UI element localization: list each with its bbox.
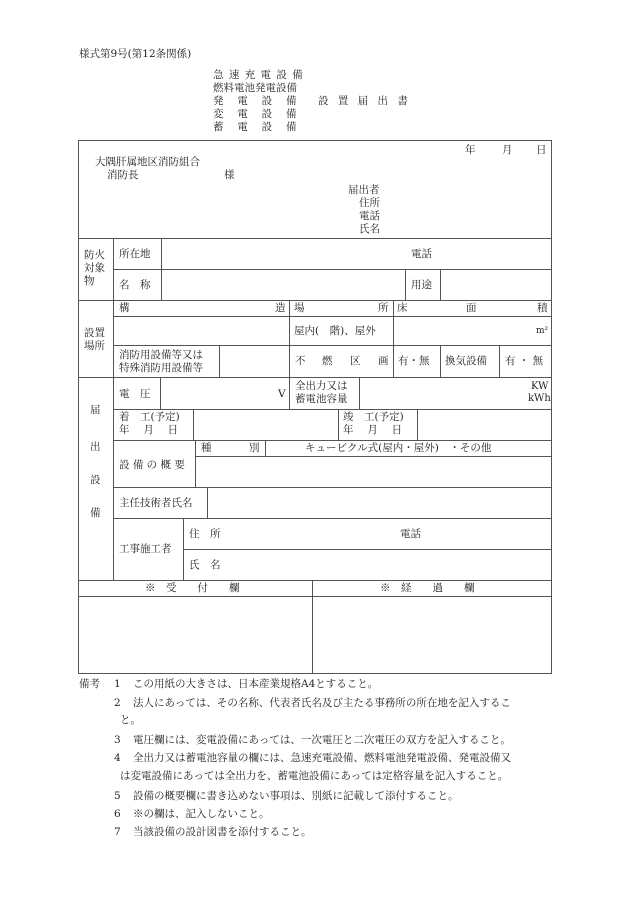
divider bbox=[160, 377, 161, 409]
divider bbox=[207, 487, 208, 518]
note-4-num: 4 bbox=[114, 752, 121, 764]
structure-field[interactable] bbox=[115, 318, 287, 343]
site-label-1: 設置 bbox=[84, 327, 105, 339]
start-date-label-2: 年 月 日 bbox=[119, 424, 179, 436]
recipient-honorific: 様 bbox=[224, 169, 235, 181]
overview-field[interactable] bbox=[197, 458, 550, 485]
place-label-b: 所 bbox=[378, 302, 389, 314]
title-equipment-5: 蓄 電 設 備 bbox=[213, 121, 297, 133]
completion-date-label-1: 竣 工(予定) bbox=[343, 411, 404, 423]
note-5-num: 5 bbox=[114, 790, 121, 802]
note-4-cont: は変電設備にあっては全出力を、蓄電池設備にあっては定格容量を記入すること。 bbox=[120, 770, 509, 782]
contractor-address-field[interactable] bbox=[230, 520, 390, 547]
note-1-text: この用紙の大きさは、日本産業規格A4とすること。 bbox=[133, 678, 379, 690]
contractor-name-label: 氏 名 bbox=[189, 559, 221, 571]
location-field[interactable] bbox=[163, 240, 383, 267]
fire-target-label-1: 防火 bbox=[84, 249, 105, 261]
start-date-field[interactable] bbox=[195, 411, 336, 438]
recipient-org: 大隅肝属地区消防組合 bbox=[95, 156, 200, 168]
floor-area-label-3: 積 bbox=[537, 302, 548, 314]
site-label-2: 場所 bbox=[84, 340, 105, 352]
location-label: 所在地 bbox=[119, 248, 151, 260]
note-6-num: 6 bbox=[114, 808, 121, 820]
divider bbox=[393, 300, 394, 377]
applicant-address-label: 住所 bbox=[359, 197, 380, 209]
divider bbox=[219, 345, 220, 377]
voltage-unit: V bbox=[278, 388, 286, 400]
indoor-outdoor-text: 屋内( 階)、屋外 bbox=[294, 325, 376, 337]
progress-area bbox=[314, 598, 550, 672]
name-field[interactable] bbox=[163, 271, 403, 298]
equipment-label-2: 出 bbox=[90, 441, 101, 453]
reception-label: ※ 受 付 欄 bbox=[145, 582, 240, 594]
divider bbox=[113, 487, 552, 488]
divider bbox=[78, 580, 552, 581]
divider bbox=[359, 377, 360, 409]
divider bbox=[338, 409, 339, 440]
divider bbox=[183, 549, 552, 550]
place-label-a: 場 bbox=[294, 302, 305, 314]
divider bbox=[440, 269, 441, 300]
divider bbox=[312, 580, 313, 674]
note-1-num: 1 bbox=[114, 678, 121, 690]
structure-label-b: 造 bbox=[275, 302, 286, 314]
equipment-label-4: 備 bbox=[90, 507, 101, 519]
note-4-text: 全出力又は蓄電池容量の欄には、急速充電設備、燃料電池発電設備、発電設備又 bbox=[133, 752, 511, 764]
start-date-label-1: 着 工(予定) bbox=[119, 411, 180, 423]
applicant-phone-label: 電話 bbox=[359, 210, 380, 222]
name-label: 名 称 bbox=[119, 279, 151, 291]
title-equipment-3: 発 電 設 備 bbox=[213, 95, 297, 107]
reception-area bbox=[80, 598, 310, 672]
nonflammable-label-3: 区 bbox=[350, 355, 361, 367]
form-number: 様式第9号(第12条関係) bbox=[79, 48, 192, 60]
output-label-1: 全出力又は bbox=[295, 380, 348, 392]
date-year: 年 bbox=[465, 144, 476, 156]
note-2-num: 2 bbox=[114, 697, 121, 709]
divider bbox=[113, 269, 552, 270]
title-equipment-2: 燃料電池発電設備 bbox=[213, 82, 297, 94]
applicant-label: 届出者 bbox=[348, 184, 380, 196]
applicant-name-label: 氏名 bbox=[359, 223, 380, 235]
divider bbox=[78, 238, 552, 239]
contractor-label: 工事施工者 bbox=[119, 543, 172, 555]
divider bbox=[113, 518, 552, 519]
note-7-text: 当該設備の設計図書を添付すること。 bbox=[133, 826, 312, 838]
output-label-2: 蓄電池容量 bbox=[295, 393, 348, 405]
note-3-num: 3 bbox=[114, 734, 121, 746]
fire-target-label-2: 対象 bbox=[84, 262, 105, 274]
fire-target-label-3: 物 bbox=[84, 275, 95, 287]
fire-equipment-label-1: 消防用設備等又は bbox=[119, 349, 203, 361]
equipment-label-1: 届 bbox=[90, 404, 101, 416]
equipment-label-3: 設 bbox=[90, 474, 101, 486]
divider bbox=[193, 409, 194, 440]
completion-date-field[interactable] bbox=[419, 411, 550, 438]
overview-label: 設 備 の 概 要 bbox=[119, 459, 185, 471]
note-5-text: 設備の概要欄に書き込めない事項は、別紙に記載して添付すること。 bbox=[133, 790, 459, 802]
chief-engineer-field[interactable] bbox=[209, 489, 550, 516]
title-equipment-1: 急 速 充 電 設 備 bbox=[213, 69, 304, 81]
divider bbox=[195, 440, 196, 487]
note-6-text: ※の欄は、記入しないこと。 bbox=[133, 808, 270, 820]
type-label-a: 種 bbox=[201, 442, 212, 454]
divider bbox=[289, 377, 290, 409]
date-day: 日 bbox=[536, 144, 547, 156]
divider bbox=[78, 300, 552, 301]
divider bbox=[289, 300, 290, 377]
title-suffix: 設 置 届 出 書 bbox=[318, 95, 411, 107]
divider bbox=[113, 316, 552, 317]
divider bbox=[113, 440, 552, 441]
type-label-b: 別 bbox=[249, 442, 260, 454]
contractor-phone-label: 電話 bbox=[400, 528, 421, 540]
fire-equipment-label-2: 特殊消防用設備等 bbox=[119, 362, 203, 374]
chief-engineer-label: 主任技術者氏名 bbox=[119, 497, 193, 509]
recipient-title: 消防長 bbox=[107, 169, 139, 181]
structure-label-a: 構 bbox=[119, 302, 130, 314]
title-equipment-4: 変 電 設 備 bbox=[213, 108, 297, 120]
contractor-name-field[interactable] bbox=[230, 551, 550, 578]
nonflammable-label-4: 画 bbox=[378, 355, 389, 367]
divider bbox=[113, 409, 552, 410]
voltage-field[interactable] bbox=[162, 379, 272, 407]
contractor-address-label: 住 所 bbox=[189, 528, 221, 540]
nonflammable-label-1: 不 bbox=[295, 355, 306, 367]
usage-field[interactable] bbox=[442, 271, 550, 298]
date-month: 月 bbox=[502, 144, 513, 156]
floor-area-label-2: 面 bbox=[466, 302, 477, 314]
usage-label: 用途 bbox=[411, 279, 432, 291]
progress-label: ※ 経 過 欄 bbox=[380, 582, 475, 594]
divider bbox=[265, 440, 266, 456]
divider bbox=[440, 345, 441, 377]
completion-date-label-2: 年 月 日 bbox=[343, 424, 403, 436]
type-value: キュービクル式(屋内・屋外) ・その他 bbox=[305, 442, 492, 454]
voltage-label: 電 圧 bbox=[119, 388, 151, 400]
output-unit-kw: KW bbox=[531, 381, 549, 392]
divider bbox=[417, 409, 418, 440]
divider bbox=[113, 345, 552, 346]
divider bbox=[78, 377, 552, 378]
ventilation-yes-no[interactable]: 有 ・ 無 bbox=[505, 355, 544, 367]
divider bbox=[78, 596, 552, 597]
note-2-cont: と。 bbox=[120, 714, 141, 726]
floor-area-label-1: 床 bbox=[397, 302, 408, 314]
nonflammable-yes-no[interactable]: 有・無 bbox=[398, 355, 430, 367]
ventilation-label: 換気設備 bbox=[445, 355, 487, 367]
fire-target-phone-label: 電話 bbox=[411, 248, 432, 260]
divider bbox=[499, 345, 500, 377]
floor-area-unit: m² bbox=[536, 326, 549, 336]
output-field[interactable] bbox=[361, 379, 521, 407]
divider bbox=[405, 269, 406, 300]
divider bbox=[195, 456, 552, 457]
note-7-num: 7 bbox=[114, 826, 121, 838]
output-unit-kwh: kWh bbox=[528, 393, 551, 404]
nonflammable-label-2: 燃 bbox=[322, 355, 333, 367]
note-2-text: 法人にあっては、その名称、代表者氏名及び主たる事務所の所在地を記入するこ bbox=[133, 697, 511, 709]
note-3-text: 電圧欄には、変電設備にあっては、一次電圧と二次電圧の双方を記入すること。 bbox=[133, 734, 511, 746]
fire-equipment-field[interactable] bbox=[221, 347, 287, 375]
notes-label: 備考 bbox=[79, 678, 100, 690]
